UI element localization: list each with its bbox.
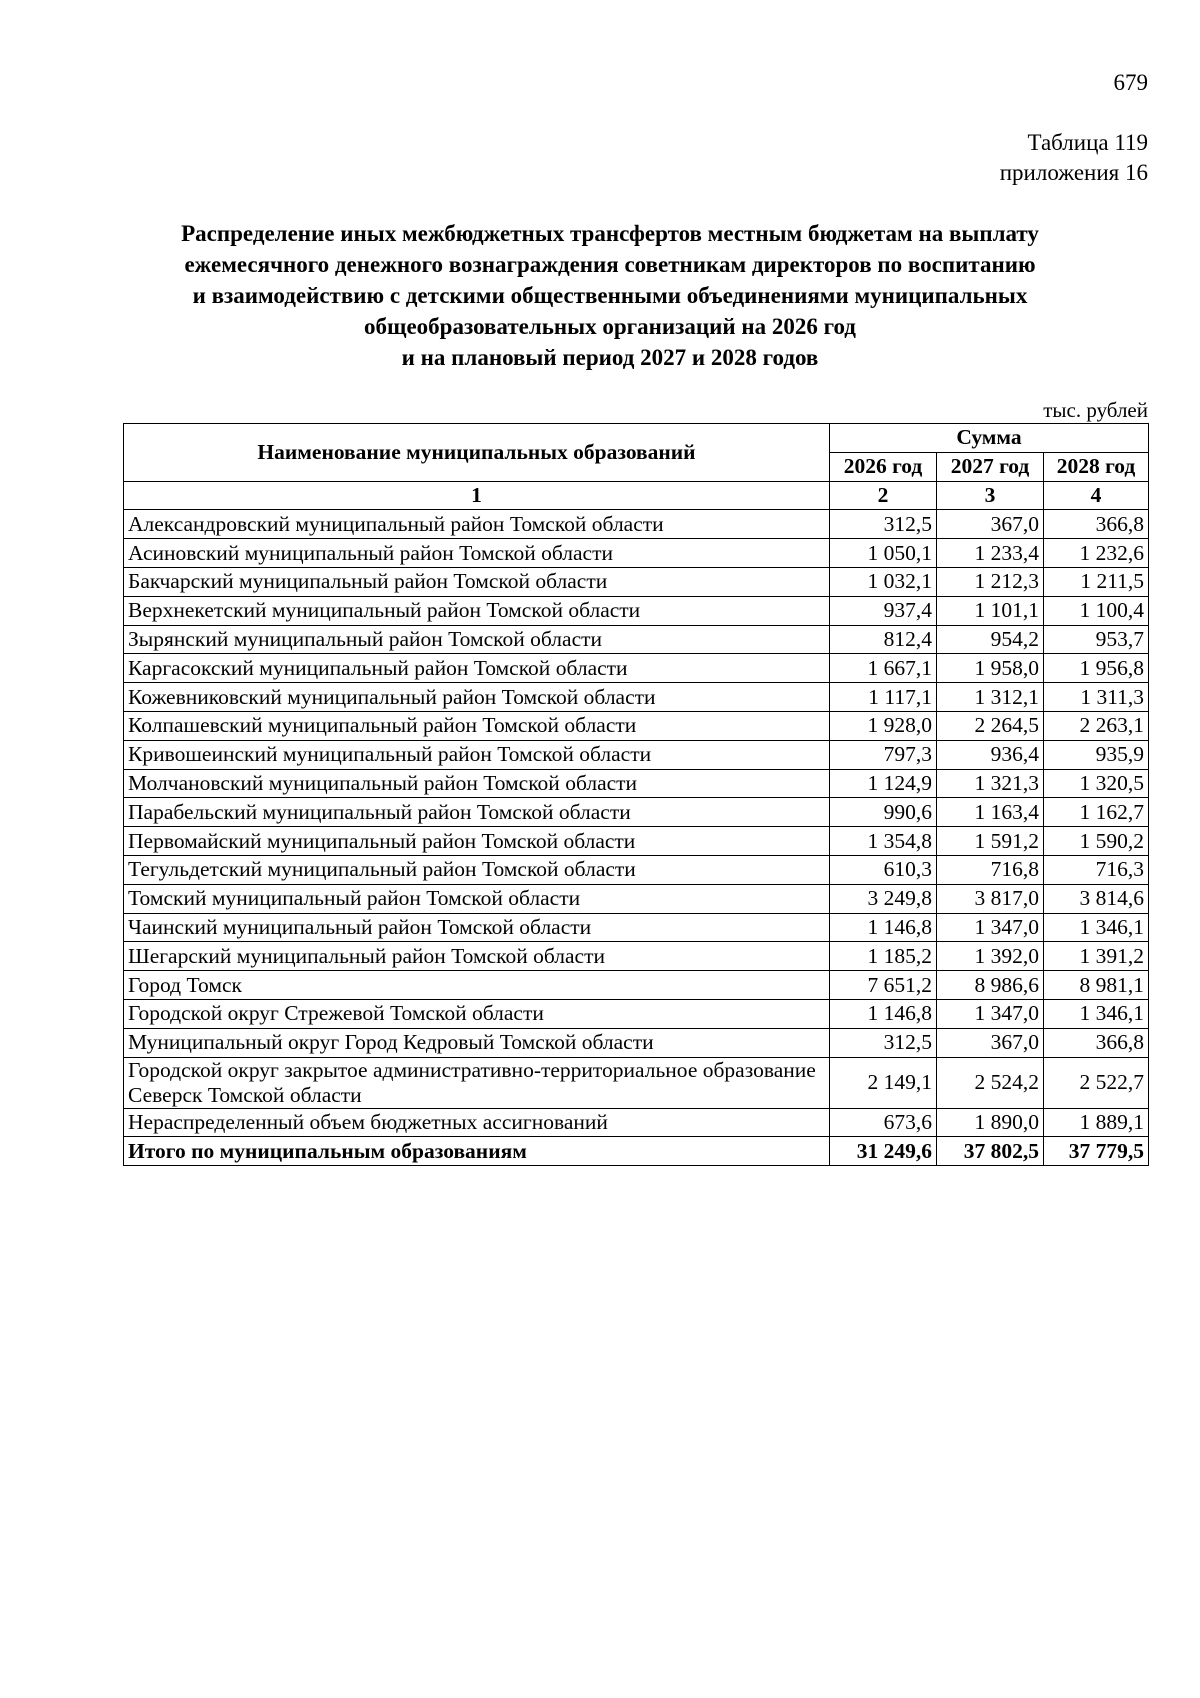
amount-value: 1 392,0 — [937, 942, 1044, 971]
table-row — [124, 942, 1149, 971]
amount-value: 1 101,1 — [937, 596, 1044, 625]
amount-value: 1 311,3 — [1044, 683, 1149, 712]
amount-value: 3 814,6 — [1044, 884, 1149, 913]
table-row — [124, 884, 1149, 913]
amount-value: 1 050,1 — [830, 539, 937, 568]
header-year: 2026 год — [830, 452, 937, 481]
table-row — [124, 711, 1149, 740]
table-row — [124, 625, 1149, 654]
table-row — [124, 510, 1149, 539]
municipality-name: Первомайский муниципальный район Томской области — [124, 827, 830, 856]
table-row — [124, 654, 1149, 683]
amount-value: 1 347,0 — [937, 999, 1044, 1028]
amount-value: 937,4 — [830, 596, 937, 625]
amount-value: 366,8 — [1044, 1028, 1149, 1057]
amount-value: 2 522,7 — [1044, 1057, 1149, 1108]
table-row — [124, 1028, 1149, 1057]
table-ref-line: приложения 16 — [999, 160, 1148, 185]
municipality-name: Верхнекетский муниципальный район Томской области — [124, 596, 830, 625]
amount-value: 716,8 — [937, 855, 1044, 884]
amount-value: 935,9 — [1044, 740, 1149, 769]
table-row — [124, 1057, 1149, 1108]
table-row — [124, 539, 1149, 568]
municipality-name: Молчановский муниципальный район Томской области — [124, 769, 830, 798]
title-line: и взаимодействию с детскими общественными объединениями муниципальных — [192, 283, 1028, 308]
amount-value: 1 391,2 — [1044, 942, 1149, 971]
table-row — [124, 999, 1149, 1028]
municipality-name: Городской округ Стрежевой Томской области — [124, 999, 830, 1028]
table-row — [124, 971, 1149, 1000]
amount-value: 954,2 — [937, 625, 1044, 654]
amount-value: 1 146,8 — [830, 999, 937, 1028]
municipality-name: Нераспределенный объем бюджетных ассигнований — [124, 1108, 830, 1137]
amount-value: 312,5 — [830, 510, 937, 539]
total-row — [124, 1137, 1149, 1166]
amount-value: 3 249,8 — [830, 884, 937, 913]
amount-value: 3 817,0 — [937, 884, 1044, 913]
municipality-name: Кривошеинский муниципальный район Томской области — [124, 740, 830, 769]
amount-value: 1 346,1 — [1044, 999, 1149, 1028]
amount-value: 1 185,2 — [830, 942, 937, 971]
column-number: 1 — [124, 481, 830, 510]
table-row — [124, 855, 1149, 884]
amount-value: 1 956,8 — [1044, 654, 1149, 683]
amount-value: 312,5 — [830, 1028, 937, 1057]
amount-value: 1 032,1 — [830, 567, 937, 596]
header-sum: Сумма — [830, 424, 1149, 453]
amount-value: 1 146,8 — [830, 913, 937, 942]
amount-value: 366,8 — [1044, 510, 1149, 539]
municipality-name: Город Томск — [124, 971, 830, 1000]
amount-value: 1 346,1 — [1044, 913, 1149, 942]
column-number: 4 — [1044, 481, 1149, 510]
table-row — [124, 798, 1149, 827]
municipality-name: Парабельский муниципальный район Томской области — [124, 798, 830, 827]
header-year: 2027 год — [937, 452, 1044, 481]
amount-value: 673,6 — [830, 1108, 937, 1137]
table-row — [124, 1108, 1149, 1137]
amount-value: 2 263,1 — [1044, 711, 1149, 740]
amount-value: 1 667,1 — [830, 654, 937, 683]
table-ref-line: Таблица 119 — [1027, 130, 1148, 155]
amount-value: 1 162,7 — [1044, 798, 1149, 827]
title-line: и на плановый период 2027 и 2028 годов — [401, 345, 819, 370]
municipality-name: Шегарский муниципальный район Томской области — [124, 942, 830, 971]
amount-value: 2 524,2 — [937, 1057, 1044, 1108]
amount-value: 367,0 — [937, 1028, 1044, 1057]
municipality-name: Асиновский муниципальный район Томской области — [124, 539, 830, 568]
table-reference — [1000, 128, 1148, 188]
header-year: 2028 год — [1044, 452, 1149, 481]
page-number: 679 — [1113, 70, 1148, 95]
amount-value: 1 347,0 — [937, 913, 1044, 942]
amount-value: 610,3 — [830, 855, 937, 884]
column-number: 2 — [830, 481, 937, 510]
amount-value: 1 312,1 — [937, 683, 1044, 712]
municipality-name: Александровский муниципальный район Томской области — [124, 510, 830, 539]
amount-value: 936,4 — [937, 740, 1044, 769]
amount-value: 1 320,5 — [1044, 769, 1149, 798]
amount-value: 990,6 — [830, 798, 937, 827]
amount-value: 1 928,0 — [830, 711, 937, 740]
title-line: общеобразовательных организаций на 2026 год — [364, 314, 856, 339]
table-row — [124, 827, 1149, 856]
column-number: 3 — [937, 481, 1044, 510]
header-name: Наименование муниципальных образований — [124, 424, 830, 482]
table-row — [124, 740, 1149, 769]
amount-value: 1 354,8 — [830, 827, 937, 856]
amount-value: 1 890,0 — [937, 1108, 1044, 1137]
amount-value: 1 124,9 — [830, 769, 937, 798]
amount-value: 2 264,5 — [937, 711, 1044, 740]
amount-value: 1 590,2 — [1044, 827, 1149, 856]
amount-value: 8 981,1 — [1044, 971, 1149, 1000]
amount-value: 1 100,4 — [1044, 596, 1149, 625]
table-row — [124, 567, 1149, 596]
amount-value: 2 149,1 — [830, 1057, 937, 1108]
amount-value: 1 321,3 — [937, 769, 1044, 798]
total-label: Итого по муниципальным образованиям — [124, 1137, 830, 1166]
amount-value: 1 591,2 — [937, 827, 1044, 856]
amount-value: 1 117,1 — [830, 683, 937, 712]
amount-value: 1 232,6 — [1044, 539, 1149, 568]
amount-value: 1 211,5 — [1044, 567, 1149, 596]
amount-value: 7 651,2 — [830, 971, 937, 1000]
amount-value: 1 163,4 — [937, 798, 1044, 827]
document-title — [120, 218, 1100, 373]
total-value: 37 779,5 — [1044, 1137, 1149, 1166]
municipality-name: Томский муниципальный район Томской области — [124, 884, 830, 913]
municipality-name: Муниципальный округ Город Кедровый Томской области — [124, 1028, 830, 1057]
municipality-name: Каргасокский муниципальный район Томской области — [124, 654, 830, 683]
municipality-name: Городской округ закрытое административно-территориальное образование Северск Томской области — [124, 1057, 830, 1108]
municipality-name: Зырянский муниципальный район Томской области — [124, 625, 830, 654]
table-row — [124, 769, 1149, 798]
amount-value: 1 233,4 — [937, 539, 1044, 568]
amount-value: 797,3 — [830, 740, 937, 769]
amount-value: 953,7 — [1044, 625, 1149, 654]
municipality-name: Бакчарский муниципальный район Томской области — [124, 567, 830, 596]
total-value: 37 802,5 — [937, 1137, 1044, 1166]
municipality-name: Чаинский муниципальный район Томской области — [124, 913, 830, 942]
amount-value: 1 212,3 — [937, 567, 1044, 596]
municipality-name: Колпашевский муниципальный район Томской области — [124, 711, 830, 740]
amount-value: 1 958,0 — [937, 654, 1044, 683]
amount-value: 367,0 — [937, 510, 1044, 539]
allocation-table — [123, 423, 1149, 1166]
table-row — [124, 683, 1149, 712]
table-row — [124, 913, 1149, 942]
municipality-name: Кожевниковский муниципальный район Томской области — [124, 683, 830, 712]
table-row — [124, 596, 1149, 625]
total-value: 31 249,6 — [830, 1137, 937, 1166]
title-line: ежемесячного денежного вознаграждения советникам директоров по воспитанию — [184, 252, 1036, 277]
amount-value: 1 889,1 — [1044, 1108, 1149, 1137]
amount-value: 812,4 — [830, 625, 937, 654]
title-line: Распределение иных межбюджетных трансфертов местным бюджетам на выплату — [181, 221, 1039, 246]
units-label: тыс. рублей — [1043, 398, 1148, 422]
municipality-name: Тегульдетский муниципальный район Томской области — [124, 855, 830, 884]
table-body — [124, 510, 1149, 1166]
amount-value: 8 986,6 — [937, 971, 1044, 1000]
amount-value: 716,3 — [1044, 855, 1149, 884]
